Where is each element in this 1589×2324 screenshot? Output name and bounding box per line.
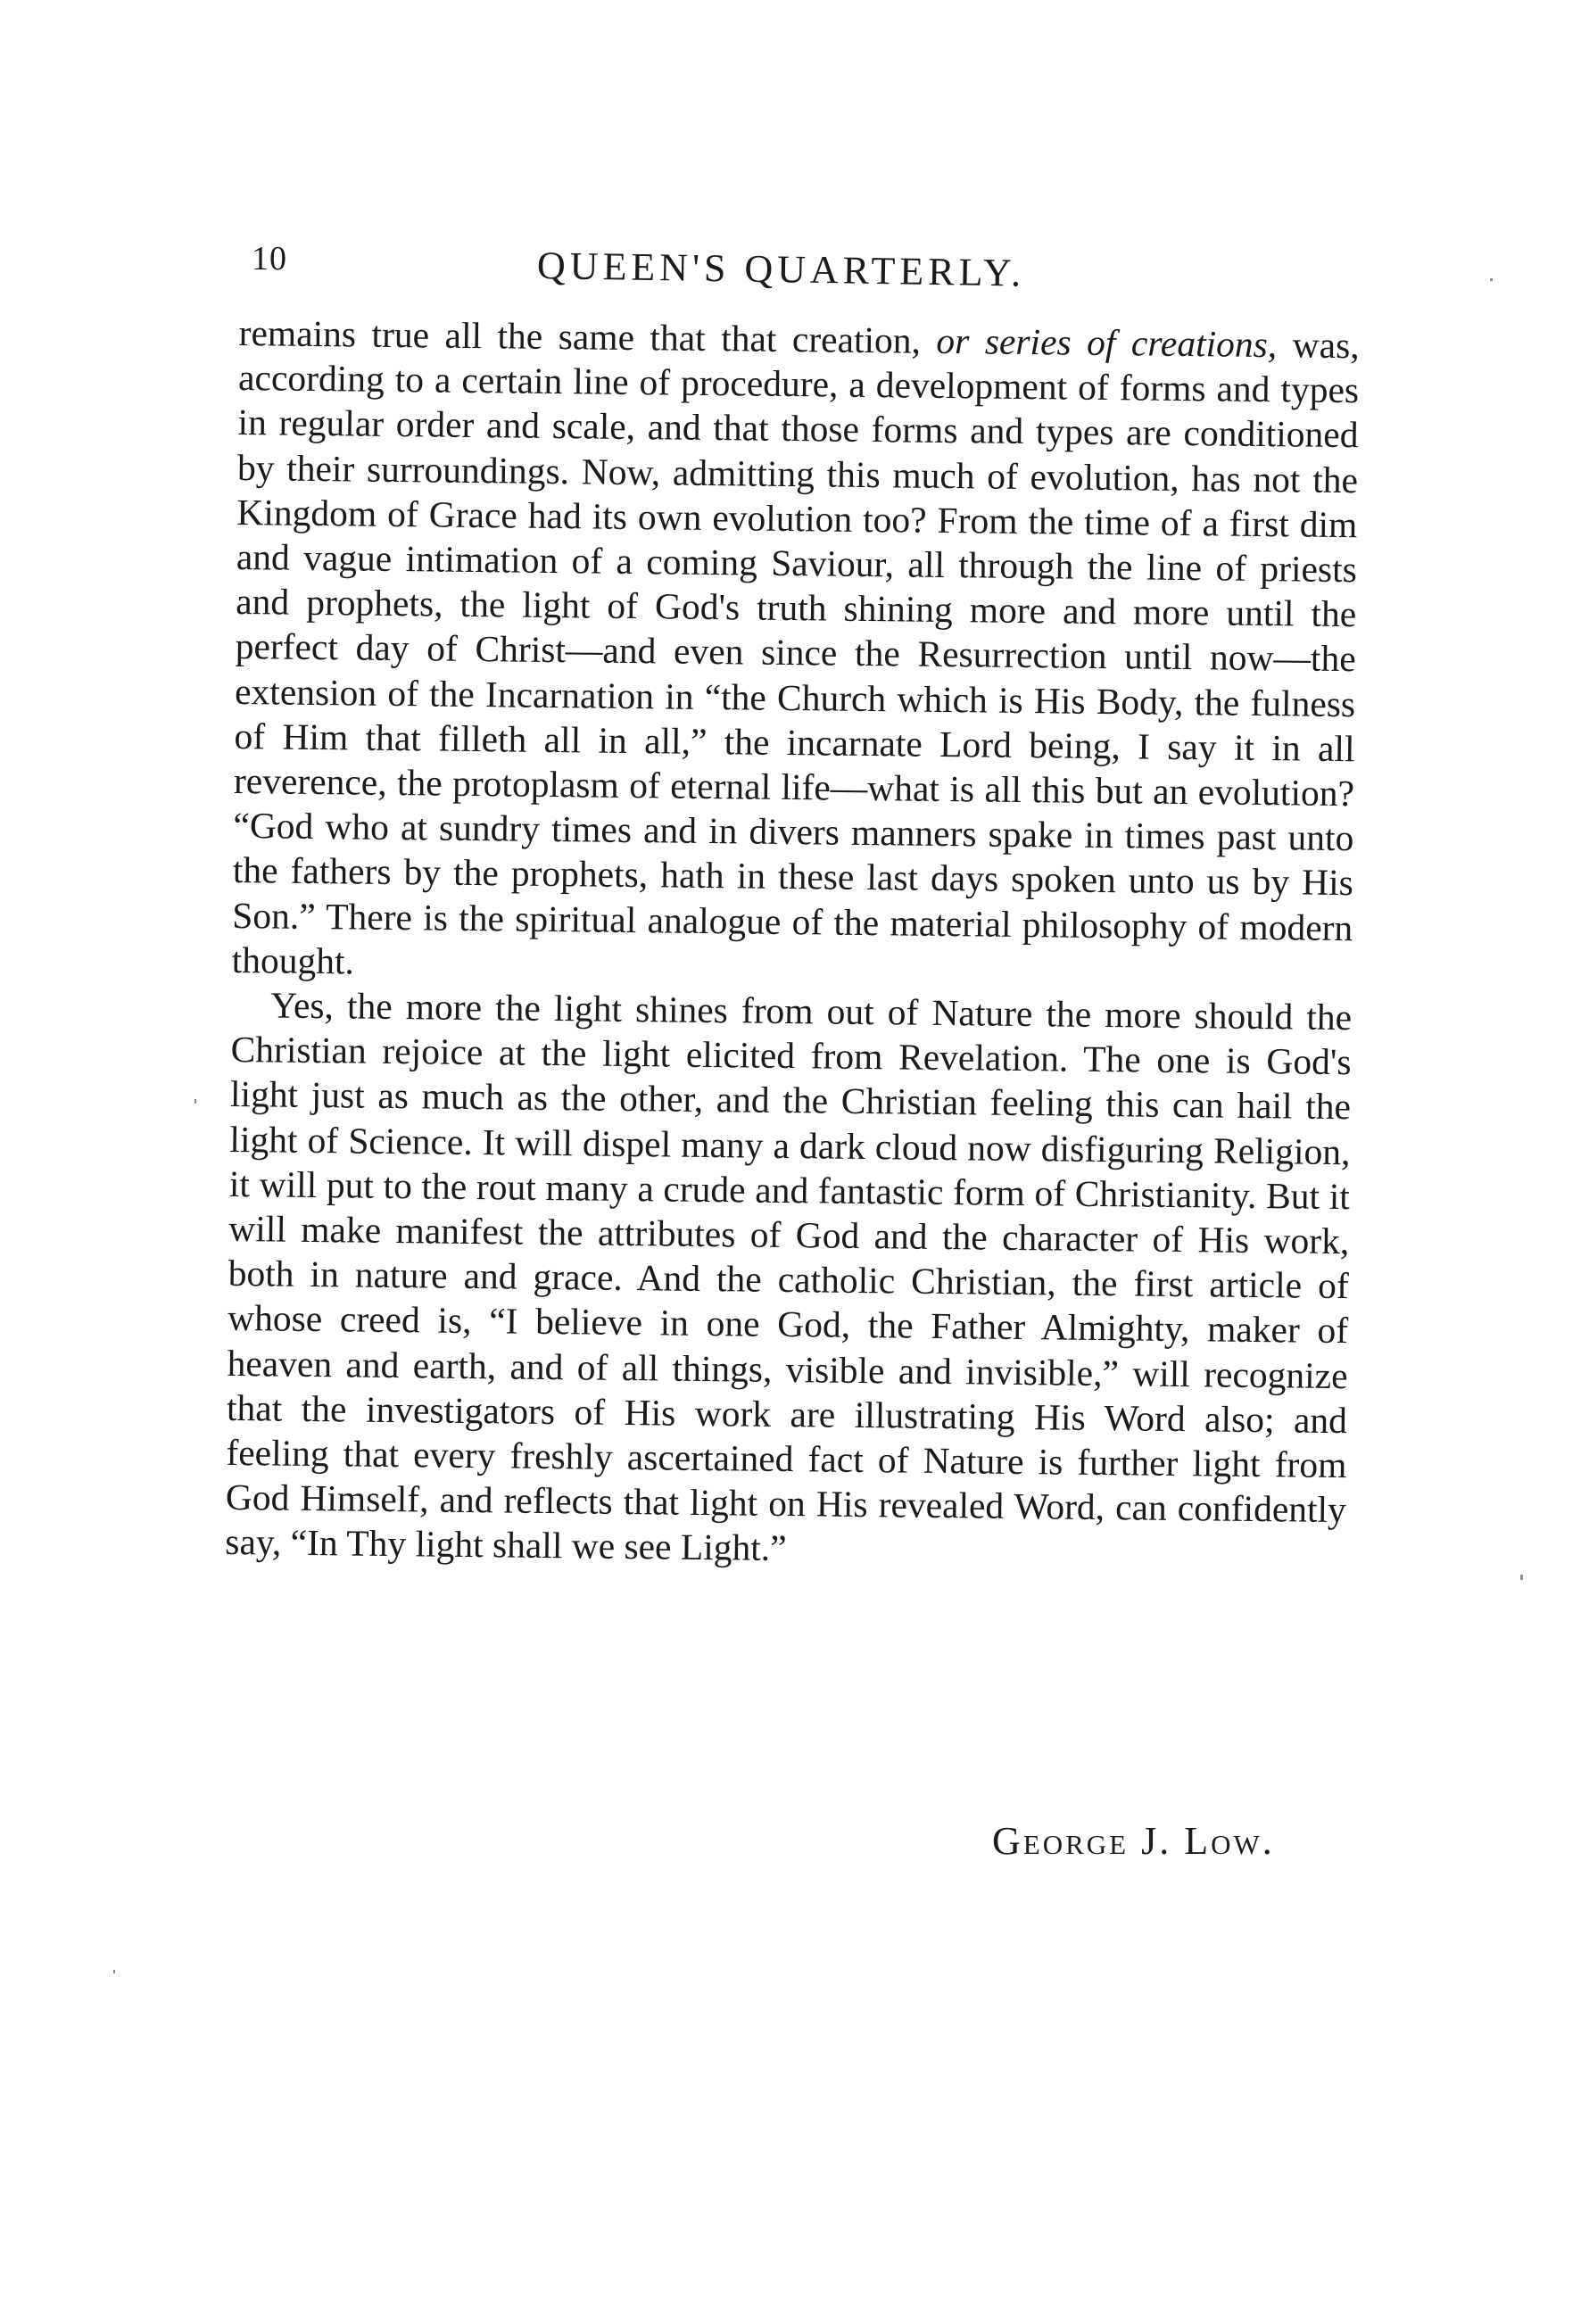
- page-header: [252, 239, 1349, 293]
- scan-speck: [194, 1099, 196, 1104]
- paragraph-2: Yes, the more the light shines from out of Nature the more should the Christian rejoice at the light elicited from Revelation. The one is God's light just as much as the other, and the Christian feeling this can hail the light of Science. It will dispel many a dark cloud now disfiguring Religion, it will put to the rout many a crude and fantastic form of Christianity. But it will make manifest the attributes of God and the character of His work, both in nature and grace. And the catholic Christian, the first article of whose creed is, “I believe in one God, the Father Almighty, maker of heaven and earth, and of all things, visible and invisible,” will recognize that the investigators of His work are illustrating His Word also; and feeling that every freshly ascertained fact of Nature is further light from God Himself, and reflects that light on His revealed Word, can confidently say, “In Thy light shall we see Light.”: [225, 984, 1353, 1569]
- article-body: [225, 310, 1360, 1577]
- author-signature: George J. Low.: [992, 1819, 1275, 1863]
- paragraph-1-text-rest: was, according to a certain line of procedure, a development of forms and types in regular order and scale, and that those forms and types are conditioned by their surroundings. Now, admitting this much of evolution, has not the Kingdom of Grace had its own evolution too? From the time of a first dim and vague intimation of a coming Saviour, all through the line of priests and prophets, the light of God's truth shining more and more until the perfect day of Christ—and even since the Resurrection until now—the extension of the Incarnation in “the Church which is His Body, the fulness of Him that filleth all in all,” the incarnate Lord being, I say it in all reverence, the protoplasm of eternal life—what is all this but an evolution? “God who at sundry times and in divers manners spake in times past unto the fathers by the prophets, hath in these last days spoken unto us by His Son.” There is the spiritual analogue of the material philosophy of modern thought.: [231, 324, 1360, 982]
- scan-speck: [113, 1970, 115, 1973]
- paragraph-1: [231, 310, 1359, 995]
- page-number: 10: [252, 240, 287, 277]
- scan-speck: [1520, 1575, 1523, 1580]
- scan-speck: [1490, 278, 1493, 281]
- paragraph-1-italic-phrase: or series of creations,: [936, 319, 1278, 366]
- paragraph-1-text-start: remains true all the same that that creation,: [238, 311, 937, 361]
- running-head: QUEEN'S QUARTERLY.: [536, 244, 1026, 295]
